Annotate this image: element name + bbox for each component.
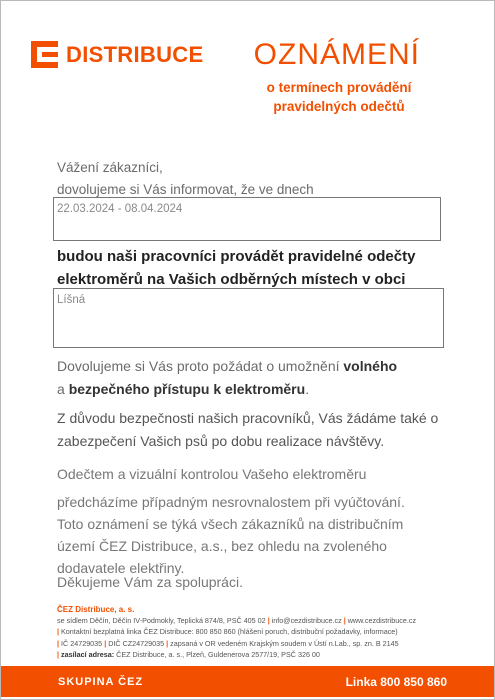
date-range-field [53,197,441,241]
group-label: SKUPINA ČEZ [58,676,144,688]
info-line-5: dodavatele elektřiny. [57,560,185,576]
cez-distribuce-logo [31,41,203,68]
company-ic: IČ 24729035 [61,638,103,648]
subtitle-line-2: pravidelných odečtů [273,99,405,114]
info-line-4: území ČEZ Distribuce, a.s., bez ohledu na zvoleného [57,538,387,554]
reading-statement-line-1: budou naši pracovníci provádět pravidelné odečty [57,248,416,265]
hotline-label: Linka 800 850 860 [345,675,447,689]
greeting: Vážení zákazníci, [57,160,163,175]
company-web[interactable]: www.cezdistribuce.cz [347,616,417,626]
access-request-emphasis-2: bezpečného přístupu k elektroměru [68,381,306,397]
company-email[interactable]: info@cezdistribuce.cz [271,616,342,626]
notice-title: OZNÁMENÍ [253,38,420,71]
info-line-3: Toto oznámení se týká všech zákazníků na distribučním [57,516,404,532]
notice-subtitle [244,78,434,116]
company-dic: DIČ CZ24729035 [108,638,165,648]
access-request-emphasis-1: volného [343,358,398,374]
subtitle-line-1: o termínech provádění [266,80,412,95]
municipality-value: Líšná [57,294,86,306]
reading-statement [57,245,415,291]
info-paragraph [57,463,405,579]
reading-statement-line-2: elektroměrů na Vašich odběrných místech v obci [57,271,406,288]
info-line-1: Odečtem a vizuální kontrolou Vašeho elektroměru [57,466,367,482]
municipality-field [53,288,444,348]
postal-address: ČEZ Distribuce, a. s., Plzeň, Guldenerova 2577/19, PSČ 326 00 [116,649,320,659]
info-line-2: předcházíme případným nesrovnalostem při vyúčtování. [57,494,405,510]
brand-name: DISTRIBUCE [66,41,204,67]
greeting-block [57,157,314,201]
date-range-value: 22.03.2024 - 08.04.2024 [57,203,183,215]
thanks-text: Děkujeme Vám za spolupráci. [57,574,243,590]
hotline-info: Kontaktní bezplatná linka ČEZ Distribuce: 800 850 860 (hlášení poruch, distribuční požadavky, informace) [61,627,398,637]
dog-safety-line-2: zabezpečení Vašich psů po dobu realizace návštěvy. [57,433,385,449]
access-request-text-2: a [57,381,69,397]
company-register: zapsaná v OR vedeném Krajským soudem v Ústí n.Lab., sp. zn. B 2145 [170,638,399,648]
access-request-period: . [305,381,310,397]
dog-safety-paragraph [57,407,438,453]
access-request-text: Dovolujeme si Vás proto požádat o umožnění [57,358,344,374]
company-info: ČEZ Distribuce, a. s. se sídlem Děčín, Děčín IV-Podmokly, Teplická 874/8, PSČ 405 02 | info@cezdistribuce.cz | www.cezdistribuce.cz | Kontaktní bezplatná linka ČEZ Distribuce: 800 850 860 (hlášení poruch, distribuční požadavky, informace) | IČ 24729035 | DIČ CZ24729035 | zapsaná v OR vedeném Krajským soudem v Ústí n.Lab., sp. zn. B 2145 | zasílací adresa: ČEZ Distribuce, a. s., Plzeň, Guldenerova 2577/19, PSČ 326 00 [57,604,452,660]
cez-logo-icon [31,41,58,68]
notice-heading [244,39,420,116]
intro-text: dovolujeme si Vás informovat, že ve dnech [57,182,314,197]
access-request [57,355,397,401]
postal-label: zasílací adresa: [61,649,115,659]
company-address: se sídlem Děčín, Děčín IV-Podmokly, Teplická 874/8, PSČ 405 02 [57,616,266,626]
dog-safety-line-1: Z důvodu bezpečnosti našich pracovníků, Vás žádáme také o [57,410,439,426]
company-name: ČEZ Distribuce, a. s. [57,605,135,614]
footer-bar [1,666,494,697]
